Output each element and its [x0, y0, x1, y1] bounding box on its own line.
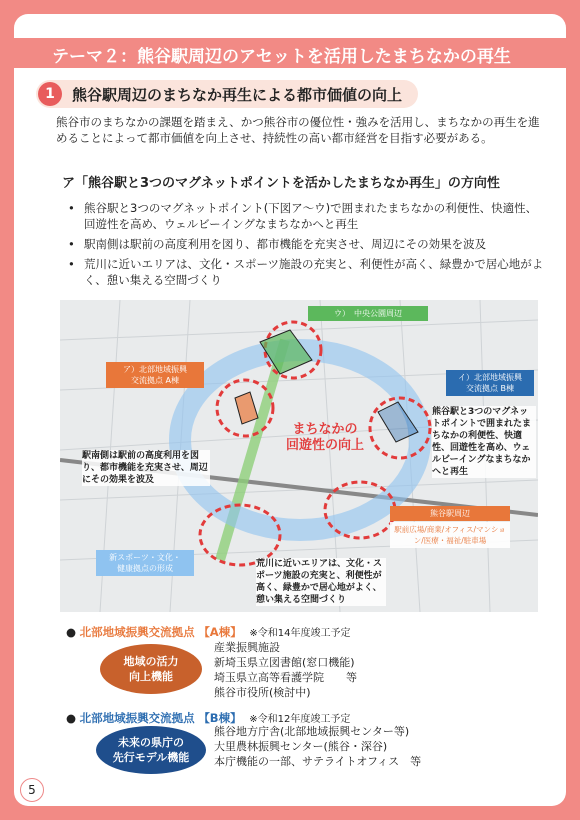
facility-b-header: ● 北部地域振興交流拠点 【B棟】 ※令和12年度竣工予定	[66, 711, 351, 725]
facility-a-name: 北部地域振興交流拠点	[79, 625, 195, 639]
facility-a-bldg: 【A棟】	[198, 625, 242, 639]
callout-bottom: 荒川に近いエリアは、文化・スポーツ施設の充実と、利便性が高く、緑豊かで居心地がよく、憩い集える空間づくり	[256, 558, 386, 606]
facility-b-item: 本庁機能の一部、サテライトオフィス 等	[214, 755, 422, 768]
facility-a-tag: ※令和14年度竣工予定	[249, 628, 351, 639]
bullet-item: • 荒川に近いエリアは、文化・スポーツ施設の充実と、利便性が高く、緑豊かで居心地がよく、憩い集える空間づくり	[66, 256, 548, 288]
facility-b-item: 大里農林振興センター(熊谷・深谷)	[214, 740, 388, 753]
label-station-sub: 駅前広場/商業/オフィス/マンション/医療・福祉/駐車場	[390, 522, 510, 548]
facility-a-list	[214, 640, 357, 700]
facility-a-oval: 地域の活力 向上機能	[100, 644, 202, 694]
bullet-item: • 熊谷駅と3つのマグネットポイント(下図ア〜ウ)で囲まれたまちなかの利便性、快適性、回遊性を高め、ウェルビーイングなまちなかへと再生	[66, 200, 548, 232]
facility-a-item: 新埼玉県立図書館(窓口機能)	[214, 656, 355, 669]
facility-b-item: 熊谷地方庁舎(北部地域振興センター等)	[214, 725, 410, 738]
subheading: ア「熊谷駅と3つのマグネットポイントを活かしたまちなか再生」の方向性	[62, 176, 500, 191]
label-sports: 新スポーツ・文化・ 健康拠点の形成	[96, 550, 194, 576]
page-title: テーマ２：熊谷駅周辺のアセットを活用したまちなかの再生	[52, 47, 511, 67]
label-station: 熊谷駅周辺	[390, 506, 510, 521]
section-heading	[36, 80, 418, 108]
section-number: 1	[38, 82, 62, 106]
facility-b-bldg: 【B棟】	[198, 711, 242, 725]
title-bar	[14, 38, 566, 68]
page-number: 5	[20, 778, 44, 802]
facility-a-header: ● 北部地域振興交流拠点 【A棟】 ※令和14年度竣工予定	[66, 625, 351, 639]
facility-b-oval: 未来の県庁の 先行モデル機能	[96, 726, 206, 774]
label-u: ウ） 中央公園周辺	[308, 306, 428, 321]
callout-left: 駅南側は駅前の高度利用を図り、都市機能を充実させ、周辺にその効果を波及	[82, 450, 210, 486]
area-map	[60, 300, 538, 612]
label-a: ア）北部地域振興 交流拠点 A棟	[106, 362, 204, 388]
center-text: まちなかの 回遊性の向上	[285, 422, 364, 453]
section-label: 熊谷駅周辺のまちなか再生による都市価値の向上	[72, 86, 403, 104]
facility-b-tag: ※令和12年度竣工予定	[249, 714, 351, 725]
facility-b-name: 北部地域振興交流拠点	[79, 711, 195, 725]
bullet-item: • 駅南側は駅前の高度利用を図り、都市機能を充実させ、周辺にその効果を波及	[66, 236, 548, 252]
facility-a-item: 産業振興施設	[214, 641, 280, 654]
label-i: イ）北部地域振興 交流拠点 B棟	[446, 370, 534, 396]
facility-a-item: 熊谷市役所(検討中)	[214, 686, 311, 699]
bldg-a-footprint	[235, 392, 258, 424]
facility-a-item: 埼玉県立高等看護学院 等	[214, 671, 357, 684]
callout-right: 熊谷駅と3つのマグネットポイントで囲まれたまちなかの利便性、快適性、回遊性を高め、ウェルビーイングなまちなかへと再生	[432, 406, 536, 478]
facility-b-list	[214, 724, 421, 769]
intro-paragraph: 熊谷市のまちなかの課題を踏まえ、かつ熊谷市の優位性・強みを活用し、まちなかの再生を進めることによって都市価値を向上させ、持続性の高い都市経営を目指す必要がある。	[56, 115, 540, 145]
bullet-list	[66, 200, 548, 292]
